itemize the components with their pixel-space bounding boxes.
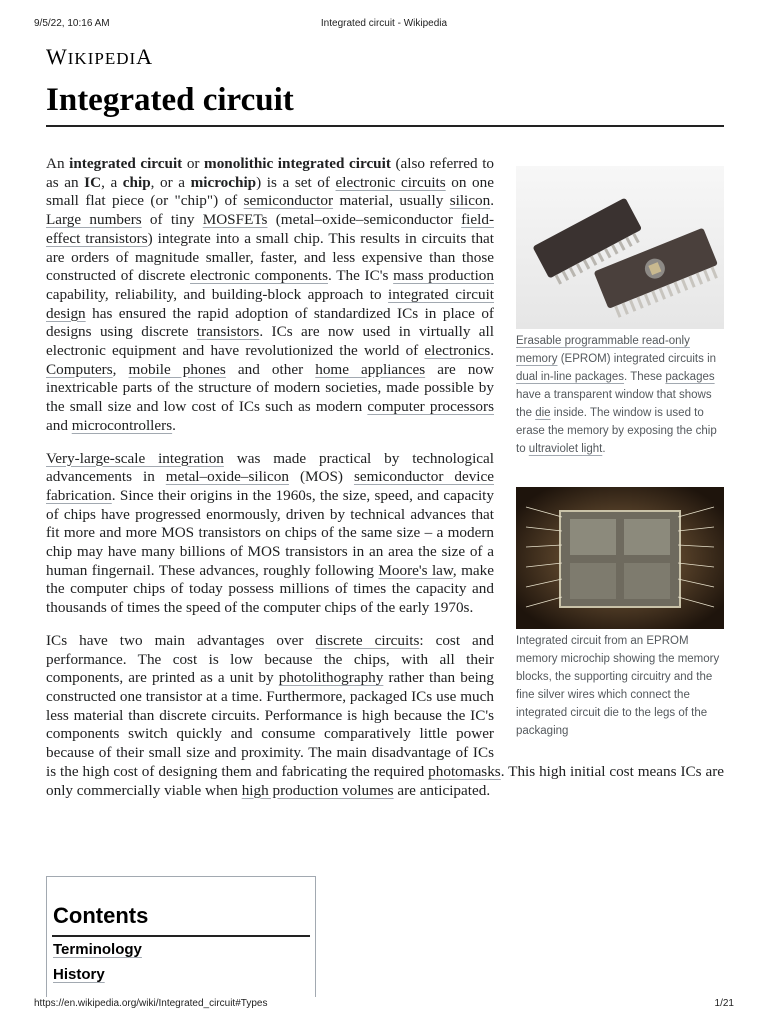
figure-eprom-chips bbox=[516, 166, 724, 458]
vlsi-paragraph: Very-large-scale integration was made practical by technological advancements in metal–oxide–silicon (MOS) semiconductor device fabrication. Since their origins in the 1960s, the size, speed, and capacity of chips have progressed enormously, driven by technical advances that fit more and more MOS transistors on chips of the same size – a modern chip may have many billions of MOS transistors in an area the size of a human fingernail. These advances, roughly following Moore's law, make the computer chips of today possess millions of times the capacity and thousands of times the speed of the computer chips of the early 1970s. bbox=[46, 449, 495, 617]
figure-eprom-die-caption: Integrated circuit from an EPROM memory microchip showing the memory blocks, the supporting circuitry and the fine silver wires which connect the integrated circuit die to the legs of the packaging bbox=[516, 635, 720, 737]
advantages-paragraph: ICs have two main advantages over discrete circuits: cost and performance. The cost is low because the chips, with all their components, are printed as a unit by photolithography rather than being constructed one transistor at a time. Furthermore, packaged ICs use much less material than discrete circuits. Performance is high because the IC's components switch quickly and consume comparatively little power because of their small size and proximity. The main disadvantage of ICs is the high cost of designing them and fabricating the required photomasks. This high initial cost means ICs are only commercially viable when high production volumes are anticipated. bbox=[46, 631, 724, 799]
article-title: Integrated circuit bbox=[46, 82, 294, 118]
link-photomasks[interactable]: photomasks bbox=[428, 762, 501, 780]
print-header bbox=[34, 18, 734, 34]
contents-heading: Contents bbox=[53, 903, 149, 928]
print-url: https://en.wikipedia.org/wiki/Integrated_circuit#Types bbox=[34, 998, 268, 1009]
link-computers[interactable]: Computers bbox=[46, 360, 113, 378]
link-mobile-phones[interactable]: mobile phones bbox=[128, 360, 226, 378]
contents-divider bbox=[52, 935, 310, 937]
link-transistors[interactable]: transistors bbox=[196, 323, 260, 341]
link-electronic-circuits[interactable]: electronic circuits bbox=[335, 173, 446, 191]
link-integrated-circuit-design[interactable]: integrated circuit design bbox=[46, 285, 495, 322]
link-silicon[interactable]: silicon bbox=[449, 192, 491, 210]
article-body bbox=[46, 155, 724, 814]
link-computer-processors[interactable]: computer processors bbox=[367, 398, 494, 416]
eprom-chips-image[interactable] bbox=[516, 166, 724, 329]
link-moores-law[interactable]: Moore's law bbox=[378, 561, 453, 579]
table-of-contents bbox=[46, 876, 316, 997]
link-vlsi[interactable]: Very-large-scale integration bbox=[46, 449, 224, 467]
eprom-die-image[interactable] bbox=[516, 487, 724, 629]
link-electronic-components[interactable]: electronic components bbox=[190, 267, 328, 285]
link-mass-production[interactable]: mass production bbox=[393, 267, 494, 285]
link-discrete-circuits[interactable]: discrete circuits bbox=[315, 631, 420, 649]
link-metal-oxide-silicon[interactable]: metal–oxide–silicon bbox=[165, 468, 289, 486]
link-semiconductor[interactable]: semiconductor bbox=[243, 192, 334, 210]
link-mosfets[interactable]: MOSFETs bbox=[202, 211, 268, 229]
link-microcontrollers[interactable]: microcontrollers bbox=[71, 416, 173, 434]
toc-item-terminology[interactable]: Terminology bbox=[53, 941, 142, 958]
link-field-effect-transistors[interactable]: field-effect transistors bbox=[46, 211, 494, 247]
wikipedia-logo[interactable]: WIKIPEDIA bbox=[46, 44, 154, 69]
toc-item-history[interactable]: History bbox=[53, 966, 105, 983]
title-divider bbox=[46, 125, 724, 127]
figure-eprom-die bbox=[516, 487, 724, 740]
link-home-appliances[interactable]: home appliances bbox=[315, 360, 426, 378]
link-photolithography[interactable]: photolithography bbox=[278, 669, 384, 687]
link-electronics[interactable]: electronics bbox=[424, 342, 491, 360]
link-large-numbers[interactable]: Large numbers bbox=[46, 211, 142, 229]
print-date: 9/5/22, 10:16 AM bbox=[34, 18, 110, 29]
link-high-production-volumes[interactable]: high production volumes bbox=[241, 781, 394, 799]
figure-eprom-chips-caption: Erasable programmable read-only memory (EPROM) integrated circuits in dual in-line packages. These packages have a transparent window that shows the die inside. The window is used to erase the memory by exposing the chip to ultraviolet light. bbox=[516, 335, 717, 455]
intro-paragraph: An integrated circuit or monolithic integrated circuit (also referred to as an IC, a chip, or a microchip) is a set of electronic circuits on one small flat piece (or "chip") of semiconductor material, usually silicon. Large numbers of tiny MOSFETs (metal–oxide–semiconductor field-effect transistors) integrate into a small chip. This results in circuits that are orders of magnitude smaller, faster, and less expensive than those constructed of discrete electronic components. The IC's mass production capability, reliability, and building-block approach to integrated circuit design has ensured the rapid adoption of standardized ICs in place of designs using discrete transistors. ICs are now used in virtually all electronic equipment and have revolutionized the world of electronics. Computers, mobile phones and other home appliances are now inextricable parts of the structure of modern societies, made possible by the small size and low cost of ICs such as modern computer processors and microcontrollers. bbox=[46, 155, 495, 434]
print-footer bbox=[34, 998, 734, 1012]
link-semiconductor-device-fabrication[interactable]: semiconductor device fabrication bbox=[46, 468, 494, 504]
print-page-title: Integrated circuit - Wikipedia bbox=[320, 18, 448, 29]
print-page-number: 1/21 bbox=[714, 998, 734, 1009]
